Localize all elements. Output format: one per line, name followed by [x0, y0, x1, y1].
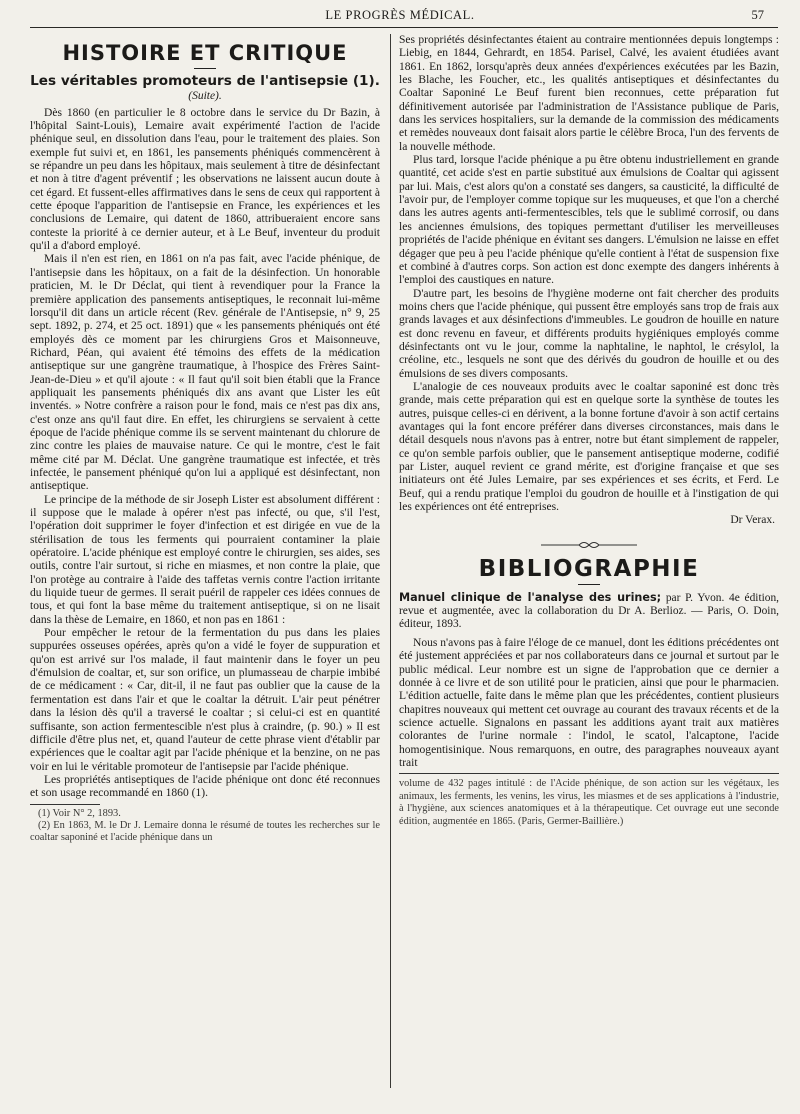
running-title: LE PROGRÈS MÉDICAL.	[325, 8, 475, 22]
footnotes	[30, 808, 380, 845]
footnote-continuation	[399, 778, 779, 828]
footnote: volume de 432 pages intitulé : de l'Acide phénique, de son action sur les végétaux, les animaux, les ferments, les venins, les virus, les miasmes et de ses applications à l'industrie, à l'hygiène, aux sciences anatomiques et à la thérapeutique. Cet ouvrage eut une seconde édition, augmentée en 1865. (Paris, Germer-Baillière.)	[399, 778, 779, 827]
paragraph: Les propriétés antiseptiques de l'acide phénique ont donc été reconnues et son usage recommandé en 1860 (1).	[30, 773, 380, 800]
paragraph: Dès 1860 (en particulier le 8 octobre dans le service du Dr Bazin, à l'hôpital Saint-Louis), Lemaire avait expérimenté l'action de l'acide phénique seul, en dissolution dans l'eau, pour le traitement des plaies. Son exemple fut suivi et, en 1861, les pansements phéniqués commencèrent à se répandre un peu dans les hôpitaux, mais seulement à titre de désinfectant et non à titre d'agent préventif ; les observations ne laissent aucun doute à cet égard. Et fussent-elles affirmatives dans le sens de ceux qui rapportent à cette époque l'apparition de l'antisepsie en France, les expériences et les conclusions de Lemaire, qui datent de 1860, attribueraient encore sans conteste la priorité à ce dernier auteur, et à Le Beuf, inventeur du produit qu'il a d'abord employé.	[30, 106, 380, 253]
paragraph: Ses propriétés désinfectantes étaient au contraire mentionnées depuis longtemps : Liebig, en 1844, Gehrardt, en 1854. Parisel, Calvé, les avaient étudiées avant 1861. En 1862, lorsqu'après deux années d'expériences exécutées par les Bazin, les Blache, les Foucher, etc., les qualités antiseptiques et désinfectantes du Coaltar Saponiné Le Beuf furent bien reconnues, cette préparation fut définitivement autorisée par l'administration de l'Assistance publique de Paris, dans les services hospitaliers, sur la demande de la commission des médicaments et remèdes nouveaux dont faisait alors partie le célèbre Broca, l'un des fervents de la nouvelle méthode.	[399, 34, 779, 153]
article-title: Les véritables promoteurs de l'antisepsie (1).	[30, 73, 380, 89]
right-column	[399, 34, 779, 828]
footnote: (2) En 1863, M. le Dr J. Lemaire donna le résumé de toutes les recherches sur le coaltar saponiné et l'acide phénique dans un	[30, 819, 380, 843]
fleuron-ornament	[399, 540, 779, 550]
footnote-rule	[399, 773, 779, 774]
page-number: 57	[751, 8, 764, 22]
running-head	[0, 8, 800, 26]
book-details: par P. Yvon. 4e édition, revue et augmentée, avec la collaboration du Dr A. Berlioz. — Paris, O. Doin, éditeur, 1893.	[399, 591, 780, 630]
paragraph: Le principe de la méthode de sir Joseph Lister est absolument différent : il suppose que le malade à opérer n'est pas infecté, ou que, s'il l'est, l'opération doit supprimer le foyer d'infection et est dirigée en vue de la stérilisation de tous les ferments qui pourraient contaminer la plaie opératoire. L'acide phénique est employé contre le chirurgien, ses aides, ses outils, contre l'air surtout, si riche en miasmes, et non contre la plaie, que l'on protège au contraire à l'aide des taffetas vernis contre l'action irritante du liquide tueur de germes. Il serait puéril de rappeler ces idées connues de tous, et qui font la base même du traitement antiseptique, si on ne lisait dans la thèse de Lemaire, en 1860, et non pas en 1861 :	[30, 493, 380, 626]
paragraph: D'autre part, les besoins de l'hygiène moderne ont fait chercher des produits moins chers que l'acide phénique, qui pussent être employés sans trop de frais aux grands lavages et aux désinfections d'immeubles. Le goudron de houille en nature est donc revenu en faveur, et différents produits hygiéniques employés comme désinfectants ont vu le jour, comme la naphtaline, le naphtol, le crésylol, la créoline, etc., lesquels ne sont que des dérivés du goudron de houille et ou des émulsions de ses divers composants.	[399, 287, 779, 380]
article-suite: (Suite).	[188, 90, 222, 103]
section-heading-histoire: HISTOIRE ET CRITIQUE	[62, 41, 348, 65]
heading-rule	[578, 584, 600, 585]
column-rule	[390, 34, 391, 1088]
paragraph: Mais il n'en est rien, en 1861 on n'a pas fait, avec l'acide phénique, de l'antisepsie dans les hôpitaux, on a fait de la désinfection. Un honorable praticien, M. le Dr Déclat, qui tient à revendiquer pour la France la première application des pansements antiseptiques, le reconnait lui-même lorsqu'il dit dans un article récent (Rev. générale de l'Antisepsie, n° 9, 25 sept. 1892, p. 274, et 25 oct. 1891) que « les pansements phéniqués ont été employés dès ce moment par les chirurgiens Gros et Maisonneuve, Richard, Péan, qui avaient été témoins des effets de la médication antiseptique sur une gangrène traumatique, à l'hospice des Frères Saint-Jean-de-Dieu » et qu'il ajoute : « Il faut qu'il soit bien établi que la France appliquait les pansements phéniqués dix ans avant que Lister les eût inventés. » Notre confrère a raison pour le fond, mais ce n'est pas dix ans, c'est onze ans qu'il faut dire. En effet, les chirurgiens se servaient à cette époque de l'acide phénique comme ils se servent maintenant du chlorure de zinc contre les plaies de mauvaise nature. Ce qui le montre, c'est le fait même cité par M. Déclat. Une gangrène traumatique est infectée, et très infectée, le pansement phéniqué qu'on lui a appliqué est désinfectant, non antiseptique.	[30, 253, 380, 493]
author-signature: Dr Verax.	[730, 514, 775, 527]
footnote-rule	[30, 804, 100, 805]
book-title: Manuel clinique de l'analyse des urines;	[399, 590, 662, 604]
book-entry	[399, 591, 779, 631]
review-paragraph: Nous n'avons pas à faire l'éloge de ce manuel, dont les éditions précédentes ont été justement appréciées et par nos collaborateurs dans ce journal et surtout par le public médical. Leur nombre est un signe de l'approbation que ce dernier a donnée à ce livre et de son utilité pour le praticien, ainsi que pour le pharmacien. L'édition actuelle, faite dans le même plan que les précédentes, contient plusieurs chapitres nouveaux qui mettent cet ouvrage au courant des travaux récents et de la science actuelle. Signalons en passant les additions ayant trait aux matières colorantes de l'urine normale : l'indol, le scatol, l'alcaptone, l'acide homogentisinique. Nous remarquons, en outre, des paragraphes nouveaux ayant trait	[399, 637, 779, 770]
paragraph: Plus tard, lorsque l'acide phénique a pu être obtenu industriellement en grande quantité, cet acide s'est en partie substitué aux émulsions de Coaltar qui agissent par lui. Mais, c'est alors qu'on a constaté ses dangers, sa causticité, la difficulté de l'avoir pur, de l'employer comme topique sur les muqueuses, et que l'on a cherché dans les autres agents anti-fermentescibles, tels que le sublimé corrosif, ou dans les anciennes émulsions, des topiques permettant d'utiliser les merveilleuses propriétés de l'acide phénique en évitant ses dangers. L'émulsion ne laisse en effet dégager que peu à peu l'acide phénique qu'elle contient à l'état de suspension fixe et combiné à d'autres corps. Son action est donc exempte des dangers inhérents à l'emploi des caustiques en nature.	[399, 154, 779, 287]
section-heading-bibliographie: BIBLIOGRAPHIE	[478, 555, 700, 582]
heading-rule	[194, 68, 216, 69]
footnote: (1) Voir N° 2, 1893.	[38, 807, 121, 819]
left-column	[30, 34, 380, 844]
paragraph: L'analogie de ces nouveaux produits avec le coaltar saponiné est donc très grande, mais cette préparation qui est en quelque sorte la synthèse de toutes les autres, puisque celles-ci en dérivent, a la bonne fortune d'avoir à son actif certains avantages qui la font encore préférer dans diverses circonstances, mais dans le détail desquels nous n'avons pas à entrer, notre but étant simplement de rappeler, ce qu'on semble parfois oublier, que le pansement antiseptique moderne, codifié par Lister, auquel revient ce grand mérite, est d'origine française et que ses initiateurs ont été Jules Lemaire, par ses expériences et ses écrits, et Ferd. Le Beuf, qui a rendu pratique l'emploi du goudron de houille et à l'instigation de qui les expériences ont été entreprises.	[399, 380, 779, 514]
header-rule	[30, 27, 778, 28]
paragraph: Pour empêcher le retour de la fermentation du pus dans les plaies suppurées osseuses opérées, après qu'on a vidé le foyer de suppuration et qu'on est arrivé sur l'os malade, il faut maintenir dans le foyer un peu d'émulsion de coaltar, et, sur son orifice, un plumasseau de charpie imbibé de ce médicament : « Car, dit-il, il ne faut pas oublier que la cause de la fermentation est dans l'air et que le coaltar la détruit. L'air peut pénétrer dans la lésion dès qu'il a traversé le coaltar ; si celui-ci est en quantité suffisante, son action fermentescible n'est plus à craindre, (p. 90.) » Il est difficile d'être plus net, et, quand l'auteur de cette phrase vient d'établir par expériences que le coaltar agit par l'acide phénique et la benzine, on ne pas voir en lui le véritable promoteur de l'antisepsie par l'acide phénique.	[30, 627, 380, 773]
